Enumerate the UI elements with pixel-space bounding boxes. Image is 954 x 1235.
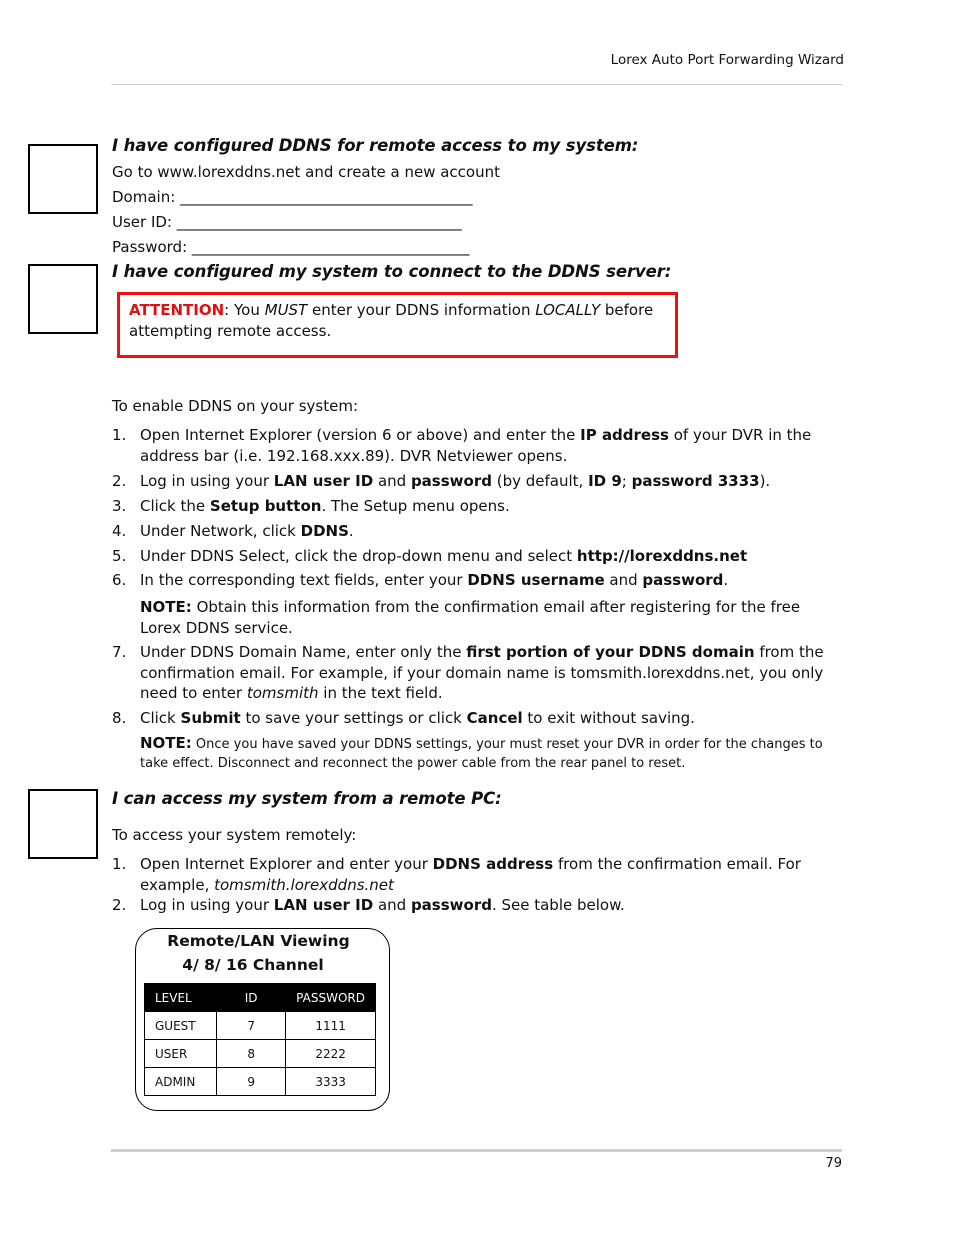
- domain-field: Domain: _______________________________________: [112, 188, 473, 206]
- step-number: 2.: [112, 896, 127, 914]
- table-row: [145, 1012, 376, 1040]
- footer-divider: [111, 1149, 842, 1152]
- remote-step-1: Open Internet Explorer and enter your DDNS address from the confirmation email. For example, tomsmith.lorexddns.net: [140, 855, 801, 894]
- page-number: 79: [825, 1156, 842, 1171]
- table-header-row: [145, 984, 376, 1012]
- table-cell: 8: [217, 1040, 286, 1068]
- checkbox-system-connected[interactable]: [28, 264, 98, 334]
- step-number: 4.: [112, 522, 127, 540]
- table-cell: 9: [217, 1068, 286, 1096]
- step-number: 7.: [112, 643, 127, 661]
- section2-heading: I have configured my system to connect to the DDNS server:: [112, 262, 672, 281]
- step-8: Click Submit to save your settings or click Cancel to exit without saving.: [140, 709, 695, 727]
- step-number: 1.: [112, 855, 127, 873]
- column-header: ID: [217, 984, 286, 1012]
- table-cell: 2222: [286, 1040, 376, 1068]
- table-cell: 1111: [286, 1012, 376, 1040]
- table-cell: 3333: [286, 1068, 376, 1096]
- step-2: Log in using your LAN user ID and password (by default, ID 9; password 3333).: [140, 472, 771, 490]
- step-number: 6.: [112, 571, 127, 589]
- step-number: 8.: [112, 709, 127, 727]
- step-6: In the corresponding text fields, enter your DDNS username and password.: [140, 571, 729, 589]
- column-header: LEVEL: [145, 984, 217, 1012]
- remote-step-2: Log in using your LAN user ID and password. See table below.: [140, 896, 625, 914]
- table-row: [145, 1040, 376, 1068]
- step-3: Click the Setup button. The Setup menu opens.: [140, 497, 510, 515]
- section3-heading: I can access my system from a remote PC:: [112, 789, 502, 808]
- step-number: 5.: [112, 547, 127, 565]
- password-field: Password: _____________________________________: [112, 238, 470, 256]
- note-credentials: NOTE: Obtain this information from the confirmation email after registering for the free Lorex DDNS service.: [140, 598, 801, 637]
- remote-access-intro: To access your system remotely:: [112, 826, 357, 844]
- attention-box: [117, 292, 678, 358]
- column-header: PASSWORD: [286, 984, 376, 1012]
- checkbox-ddns-configured[interactable]: [28, 144, 98, 214]
- goto-instruction: Go to www.lorexddns.net and create a new account: [112, 163, 500, 181]
- step-number: 3.: [112, 497, 127, 515]
- userid-field: User ID: ______________________________________: [112, 213, 462, 231]
- step-1: Open Internet Explorer (version 6 or above) and enter the IP address of your DVR in the address bar (i.e. 192.168.xxx.89). DVR Netviewer opens.: [140, 426, 812, 465]
- table-cell: 7: [217, 1012, 286, 1040]
- table-row: [145, 1068, 376, 1096]
- step-4: Under Network, click DDNS.: [140, 522, 354, 540]
- step-number: 2.: [112, 472, 127, 490]
- page-header-title: Lorex Auto Port Forwarding Wizard: [610, 52, 844, 68]
- checkbox-remote-access[interactable]: [28, 789, 98, 859]
- table-cell: ADMIN: [145, 1068, 217, 1096]
- enable-ddns-intro: To enable DDNS on your system:: [112, 397, 359, 415]
- section1-heading: I have configured DDNS for remote access to my system:: [112, 136, 639, 155]
- note-reset: NOTE: Once you have saved your DDNS settings, your must reset your DVR in order for the changes to take effect. Disconnect and reconnect the power cable from the rear panel to reset.: [140, 734, 823, 771]
- header-divider: [111, 84, 842, 85]
- attention-label: ATTENTION: [129, 301, 225, 319]
- table-title-line2: 4/ 8/ 16 Channel: [182, 956, 324, 974]
- attention-text: ATTENTION: You MUST enter your DDNS information LOCALLY before attempting remote access.: [129, 301, 654, 340]
- table-cell: GUEST: [145, 1012, 217, 1040]
- credentials-table: [144, 983, 376, 1096]
- step-number: 1.: [112, 426, 127, 444]
- table-cell: USER: [145, 1040, 217, 1068]
- table-title-line1: Remote/LAN Viewing: [167, 932, 350, 950]
- step-5: Under DDNS Select, click the drop-down menu and select http://lorexddns.net: [140, 547, 748, 565]
- step-7: Under DDNS Domain Name, enter only the first portion of your DDNS domain from the confirmation email. For example, if your domain name is tomsmith.lorexddns.net, you only need to enter tomsmith in the text field.: [140, 643, 824, 702]
